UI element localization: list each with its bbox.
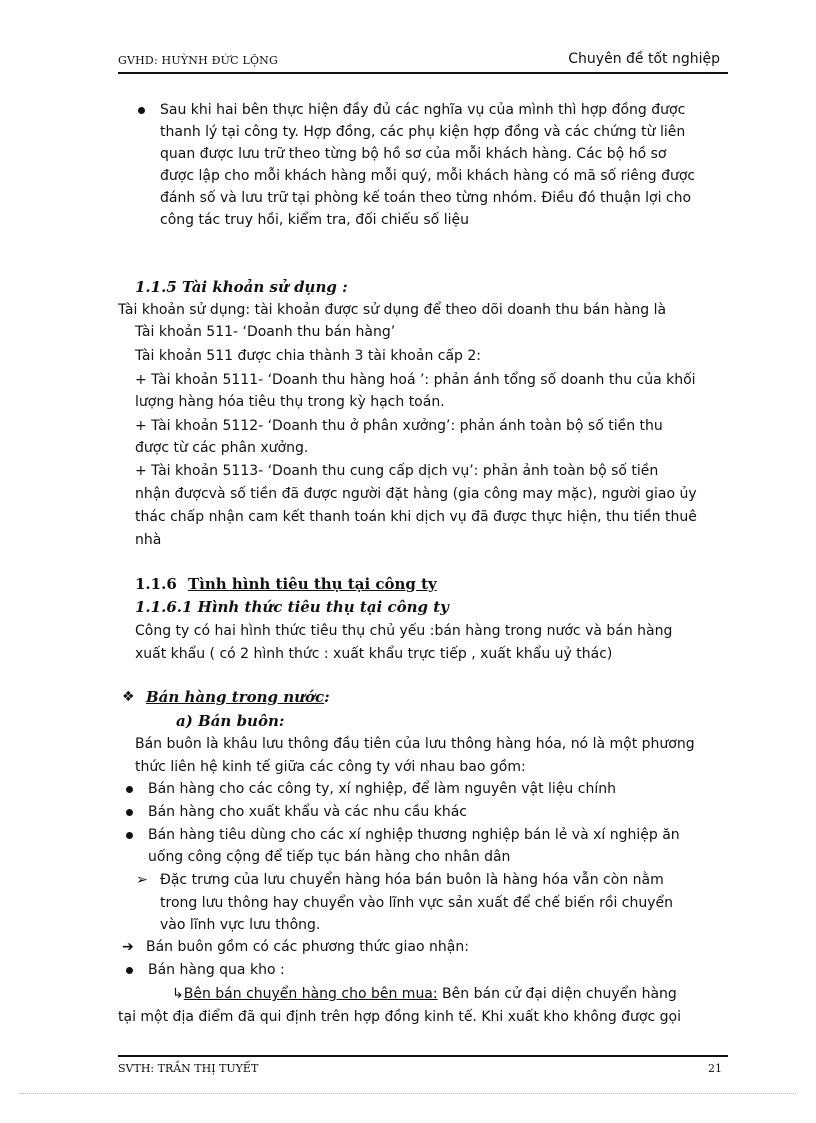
diamond-bullet-icon: ❖ <box>122 689 135 705</box>
page-number: 21 <box>708 1062 722 1075</box>
para1-line: thanh lý tại công ty. Hợp đồng, các phụ kiện hợp đồng và các chứng từ liên <box>160 124 686 140</box>
domestic-sales-title: Bán hàng trong nước <box>146 688 325 706</box>
account-line: được từ các phân xưởng. <box>135 440 309 456</box>
bullet-dot <box>126 967 133 974</box>
right-arrow-icon: ➔ <box>122 939 134 955</box>
para1-line: đánh số và lưu trữ tại phòng kế toán theo từng nhóm. Điều đó thuận lợi cho <box>160 190 692 206</box>
list-item: uống công cộng để tiếp tục bán hàng cho nhân dân <box>148 849 511 865</box>
page-header <box>118 50 728 74</box>
list-item: Bán hàng tiêu dùng cho các xí nghiệp thương nghiệp bán lẻ và xí nghiệp ăn <box>148 827 680 843</box>
turn-arrow-icon: ↳ <box>172 986 184 1002</box>
bullet-dot <box>126 786 133 793</box>
seller-transfer-title: Bên bán chuyển hàng cho bên mua: <box>183 986 438 1002</box>
account-line: Tài khoản 511 được chia thành 3 tài khoản cấp 2: <box>135 348 482 364</box>
bullet-dot <box>138 107 145 114</box>
sales-form-line: xuất khẩu ( có 2 hình thức : xuất khẩu trực tiếp , xuất khẩu uỷ thác) <box>135 646 613 662</box>
para1-line: được lập cho mỗi khách hàng mỗi quý, mỗi khách hàng có mã số riêng được <box>160 168 696 184</box>
account-line: nhà <box>135 532 162 548</box>
warehouse-sales-line: Bán hàng qua kho : <box>148 962 285 978</box>
header-doc-title: Chuyên đề tốt nghiệp <box>568 51 720 67</box>
list-item: Bán hàng cho xuất khẩu và các nhu cầu khác <box>148 804 467 820</box>
heading-1-1-6-1: 1.1.6.1 Hình thức tiêu thụ tại công ty <box>135 598 449 616</box>
bullet-dot <box>126 832 133 839</box>
list-item: Bán hàng cho các công ty, xí nghiệp, để làm nguyên vật liệu chính <box>148 781 616 797</box>
account-line: + Tài khoản 5113- ‘Doanh thu cung cấp dịch vụ’: phản ảnh toàn bộ số tiền <box>135 463 659 479</box>
seller-transfer-text: Bên bán cử đại diện chuyển hàng <box>437 986 677 1002</box>
bullet-dot <box>126 809 133 816</box>
arrowhead-bullet-icon: ➢ <box>136 872 148 888</box>
seller-transfer-line <box>172 983 677 1005</box>
wholesale-line: thức liên hệ kinh tế giữa các công ty với nhau bao gồm: <box>135 759 526 775</box>
characteristic-line: vào lĩnh vực lưu thông. <box>160 917 321 933</box>
domestic-sales-heading <box>146 686 330 708</box>
account-line: + Tài khoản 5112- ‘Doanh thu ở phân xưởng’: phản ánh toàn bộ số tiền thu <box>135 418 663 434</box>
footer-student: SVTH: TRẦN THỊ TUYẾT <box>118 1062 259 1075</box>
para1-line: Sau khi hai bên thực hiện đầy đủ các nghĩa vụ của mình thì hợp đồng được <box>160 102 686 118</box>
heading-1-1-5: 1.1.5 Tài khoản sử dụng : <box>135 278 348 296</box>
wholesale-line: Bán buôn là khâu lưu thông đầu tiên của lưu thông hàng hóa, nó là một phương <box>135 736 695 752</box>
seller-transfer-line-2: tại một địa điểm đã qui định trên hợp đồng kinh tế. Khi xuất kho không được gọi <box>118 1009 681 1025</box>
account-line: Tài khoản sử dụng: tài khoản được sử dụng để theo dõi doanh thu bán hàng là <box>118 302 667 318</box>
characteristic-line: trong lưu thông hay chuyển vào lĩnh vực sản xuất để chế biến rồi chuyển <box>160 895 673 911</box>
page-footer <box>118 1055 728 1079</box>
characteristic-line: Đặc trưng của lưu chuyển hàng hóa bán buôn là hàng hóa vẫn còn nằm <box>160 872 664 888</box>
wholesale-heading: a) Bán buôn: <box>176 712 285 730</box>
account-line: Tài khoản 511- ‘Doanh thu bán hàng’ <box>135 324 396 340</box>
header-supervisor: GVHD: HUỲNH ĐỨC LỘNG <box>118 54 278 67</box>
account-line: + Tài khoản 5111- ‘Doanh thu hàng hoá ’: phản ánh tổng số doanh thu của khối <box>135 372 696 388</box>
heading-1-1-6 <box>135 573 437 595</box>
delivery-methods-line: Bán buôn gồm có các phương thức giao nhận: <box>146 939 469 955</box>
account-line: nhận đượcvà số tiền đã được người đặt hàng (gia công may mặc), người giao ủy <box>135 486 697 502</box>
para1-line: công tác truy hồi, kiểm tra, đối chiếu số liệu <box>160 212 469 228</box>
account-line: lượng hàng hóa tiêu thụ trong kỳ hạch toán. <box>135 394 445 410</box>
heading-1-1-6-number: 1.1.6 <box>135 575 177 593</box>
domestic-sales-colon: : <box>324 688 330 706</box>
page-edge-divider <box>20 1093 796 1094</box>
sales-form-line: Công ty có hai hình thức tiêu thụ chủ yếu :bán hàng trong nước và bán hàng <box>135 623 673 639</box>
para1-line: quan được lưu trữ theo từng bộ hồ sơ của mỗi khách hàng. Các bộ hồ sơ <box>160 146 667 162</box>
heading-1-1-6-title: Tình hình tiêu thụ tại công ty <box>188 575 437 593</box>
account-line: thác chấp nhận cam kết thanh toán khi dịch vụ đã được thực hiện, thu tiền thuê <box>135 509 697 525</box>
